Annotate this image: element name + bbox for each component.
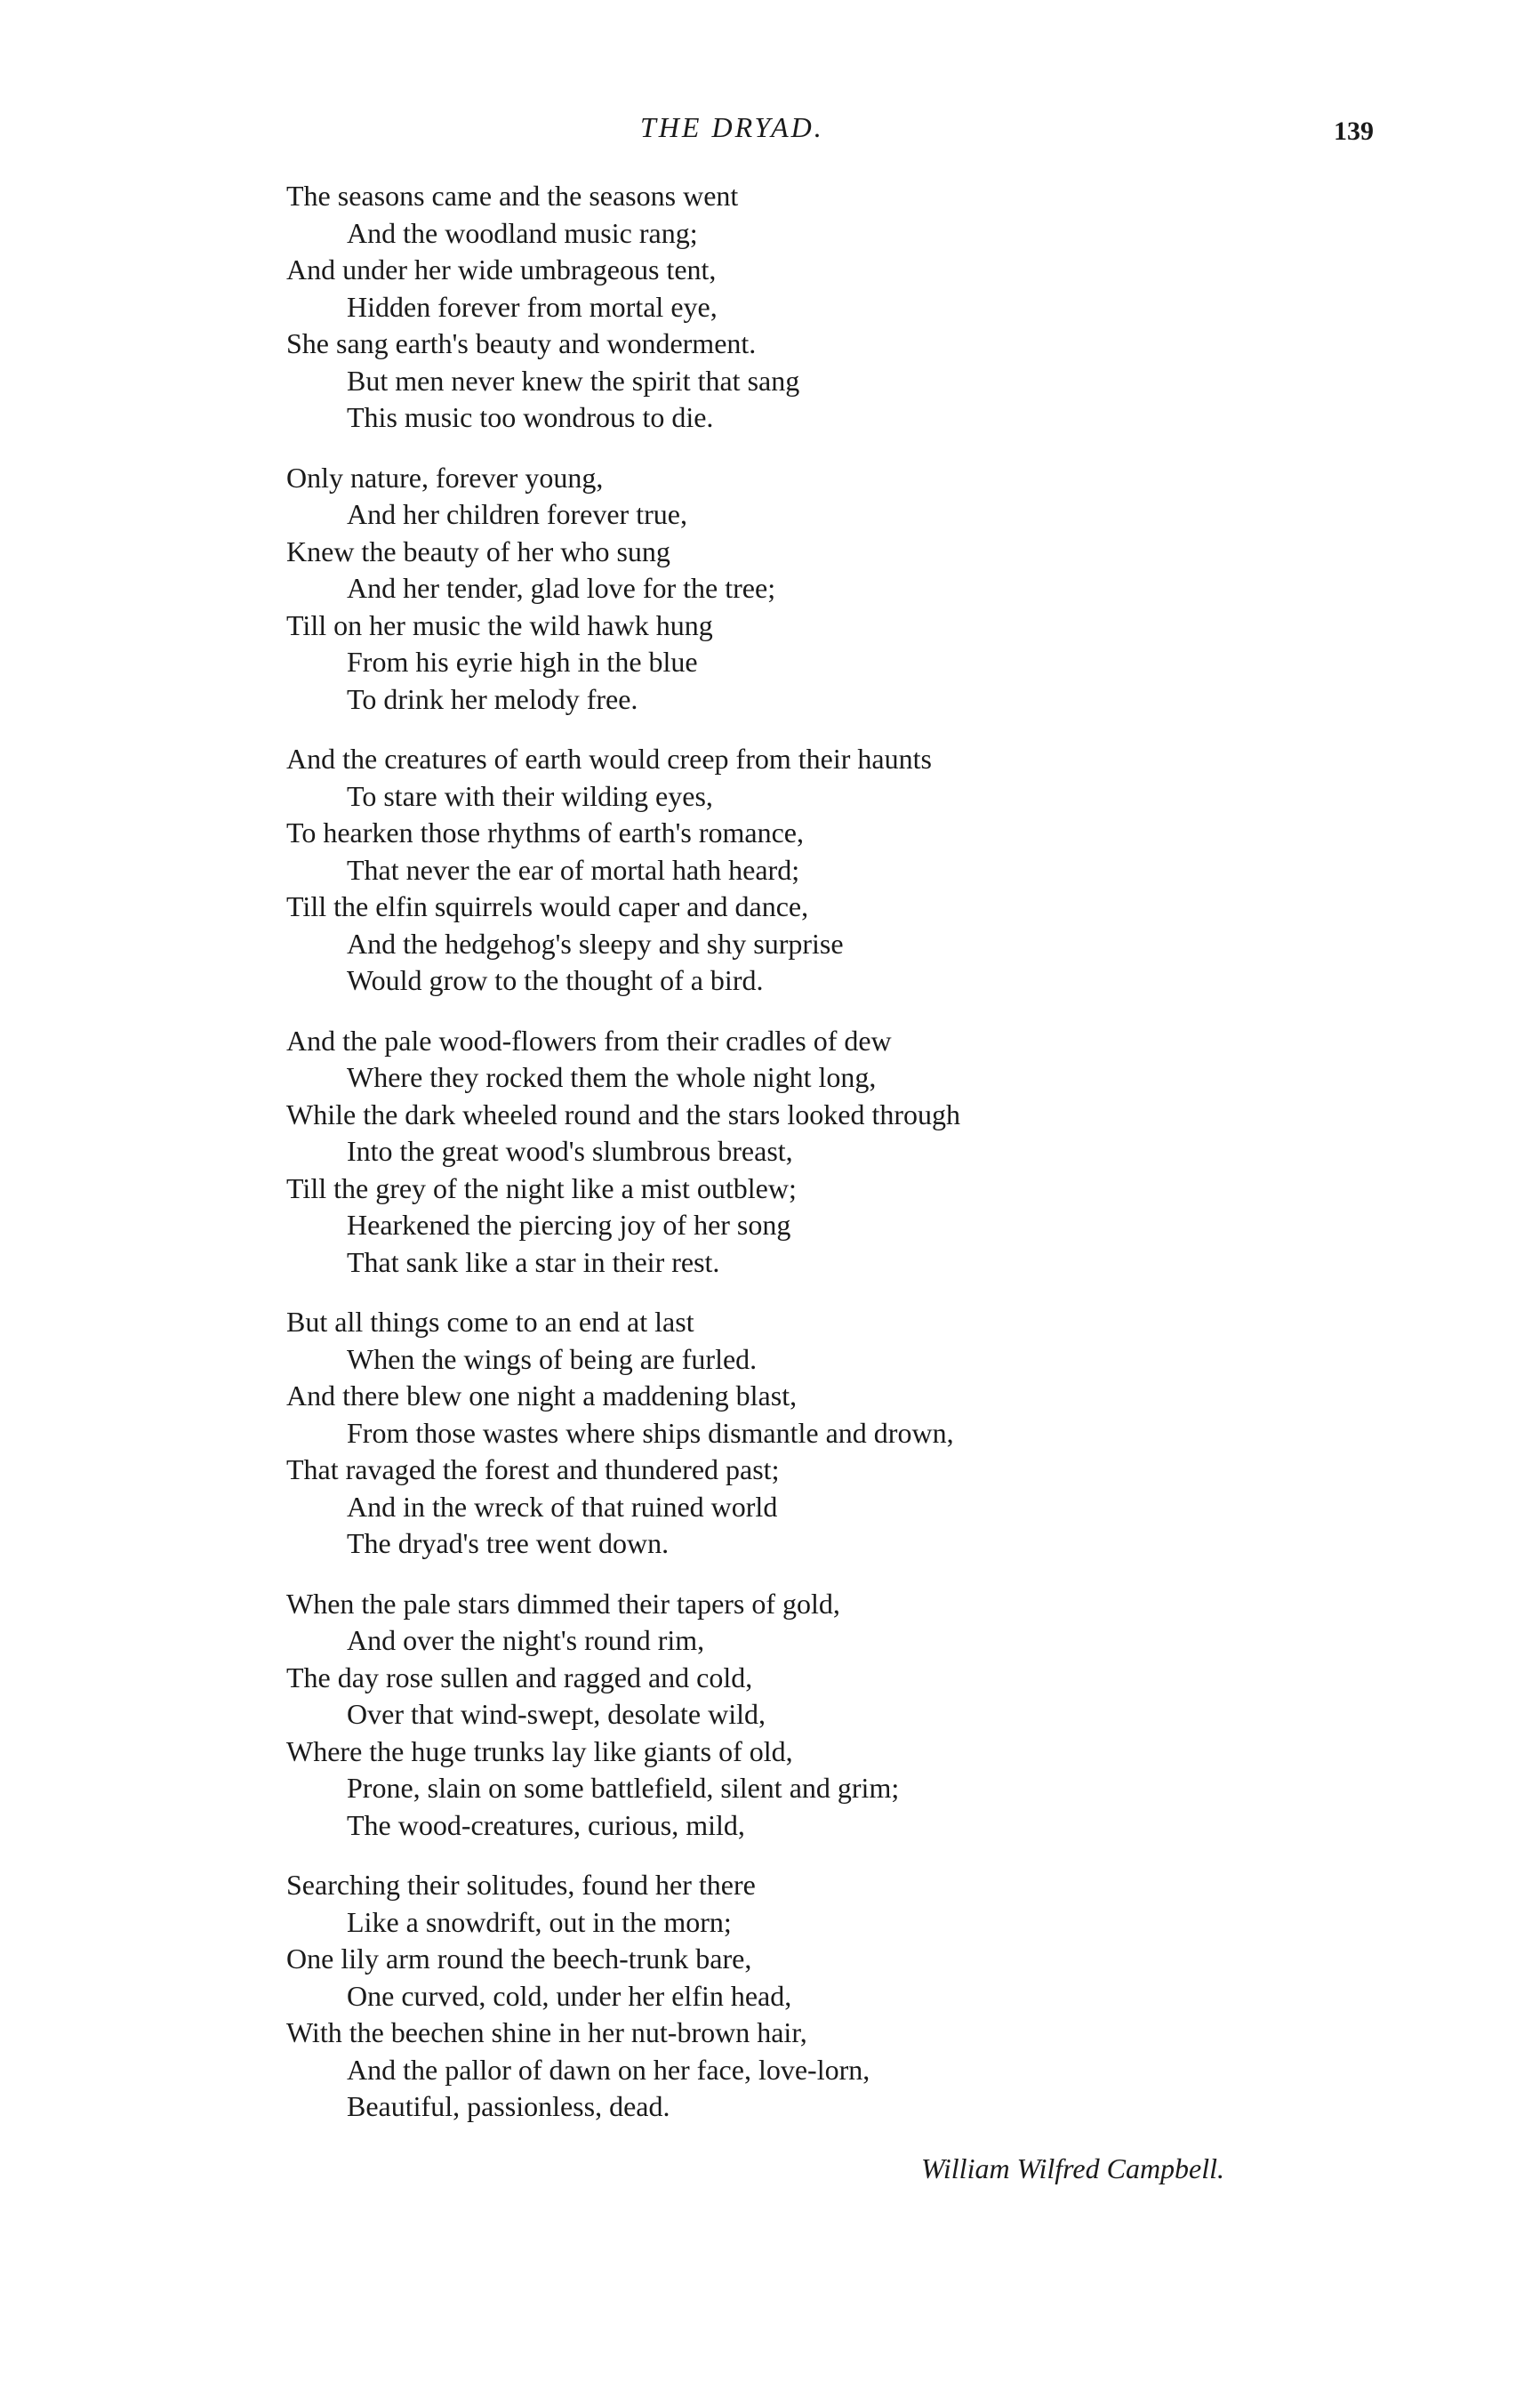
poem-line: And the creatures of earth would creep from their haunts: [286, 743, 932, 775]
poem-line: But all things come to an end at last: [286, 1306, 694, 1338]
running-title: THE DRYAD.: [640, 111, 824, 143]
poem-line: And her children forever true,: [347, 498, 687, 530]
poem-line: Where the huge trunks lay like giants of old,: [286, 1734, 793, 1767]
poem-line: And under her wide umbrageous tent,: [286, 253, 717, 286]
poem-line: The seasons came and the seasons went: [286, 180, 739, 212]
stanza-5: [286, 1304, 1309, 1563]
poem-line: One lily arm round the beech-trunk bare,: [286, 1943, 752, 1975]
stanza-7: [286, 1867, 1309, 2126]
poem-line: When the wings of being are furled.: [347, 1342, 758, 1375]
poem-line: To drink her melody free.: [347, 682, 638, 715]
poem-line: With the beechen shine in her nut-brown hair,: [286, 2016, 807, 2048]
poem-line: That never the ear of mortal hath heard;: [347, 853, 800, 886]
poem-line: She sang earth's beauty and wonderment.: [286, 327, 757, 359]
poem-line: Over that wind-swept, desolate wild,: [347, 1698, 766, 1730]
poem-line: Like a snowdrift, out in the morn;: [347, 1905, 732, 1938]
poem-line: And her tender, glad love for the tree;: [347, 572, 776, 604]
poem-line: Would grow to the thought of a bird.: [347, 964, 764, 996]
poem-line: Knew the beauty of her who sung: [286, 535, 670, 567]
poem-line: And the pallor of dawn on her face, love-lorn,: [347, 2053, 870, 2086]
poem-line: Till on her music the wild hawk hung: [286, 608, 713, 641]
poem-line: And the hedgehog's sleepy and shy surprise: [347, 927, 844, 960]
poem-line: To hearken those rhythms of earth's romance,: [286, 816, 804, 849]
poem-line: Searching their solitudes, found her there: [286, 1869, 756, 1901]
poem-line: When the pale stars dimmed their tapers of gold,: [286, 1587, 840, 1620]
poem-line: The dryad's tree went down.: [347, 1527, 670, 1559]
poem-line: Beautiful, passionless, dead.: [347, 2090, 670, 2122]
poem-line: And over the night's round rim,: [347, 1624, 705, 1656]
poem-line: That ravaged the forest and thundered past;: [286, 1453, 780, 1485]
poem-line: Into the great wood's slumbrous breast,: [347, 1135, 793, 1167]
poem-line: But men never knew the spirit that sang: [347, 364, 800, 397]
poem-line: That sank like a star in their rest.: [347, 1245, 720, 1278]
poem-line: Where they rocked them the whole night long,: [347, 1061, 877, 1093]
stanza-2: [286, 460, 1309, 719]
poem-line: From those wastes where ships dismantle and drown,: [347, 1416, 954, 1449]
poem-line: The day rose sullen and ragged and cold,: [286, 1661, 753, 1693]
poem-line: From his eyrie high in the blue: [347, 646, 698, 678]
stanza-3: [286, 741, 1309, 1000]
poem-line: And the woodland music rang;: [347, 216, 698, 249]
poem-line: This music too wondrous to die.: [347, 401, 714, 433]
page-number: 139: [1334, 117, 1374, 146]
author-attribution: William Wilfred Campbell.: [921, 2152, 1225, 2184]
poem-line: While the dark wheeled round and the stars looked through: [286, 1098, 960, 1130]
poem-line: Only nature, forever young,: [286, 461, 604, 494]
poem-line: And in the wreck of that ruined world: [347, 1490, 778, 1523]
poem-line: And there blew one night a maddening blast,: [286, 1380, 798, 1412]
poem-line: Hidden forever from mortal eye,: [347, 290, 718, 323]
stanza-1: [286, 178, 1309, 437]
poem-line: One curved, cold, under her elfin head,: [347, 1979, 792, 2012]
poem-line: The wood-creatures, curious, mild,: [347, 1808, 745, 1841]
stanza-4: [286, 1023, 1309, 1282]
stanza-6: [286, 1586, 1309, 1845]
poem-line: Prone, slain on some battlefield, silent and grim;: [347, 1772, 900, 1804]
poem-line: To stare with their wilding eyes,: [347, 779, 713, 812]
poem: [286, 178, 1309, 2149]
poem-line: Till the grey of the night like a mist outblew;: [286, 1171, 797, 1204]
running-head: [0, 111, 1540, 156]
poem-line: And the pale wood-flowers from their cradles of dew: [286, 1024, 892, 1057]
poem-line: Till the elfin squirrels would caper and dance,: [286, 890, 809, 922]
poem-line: Hearkened the piercing joy of her song: [347, 1209, 791, 1241]
